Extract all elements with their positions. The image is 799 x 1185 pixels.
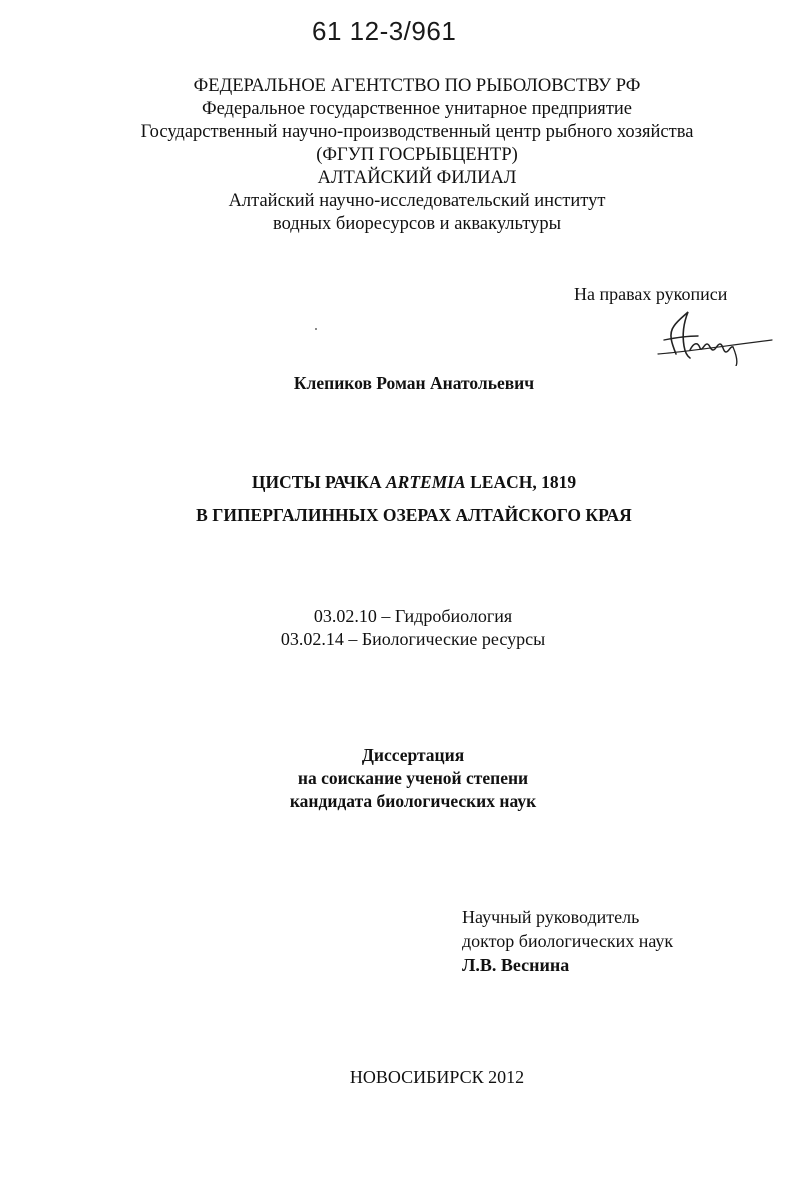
manuscript-rights-note: На правах рукописи [574, 284, 728, 304]
scan-speck [315, 328, 317, 330]
degree-line-3: кандидата биологических наук [289, 791, 537, 811]
degree-line-2: на соискание ученой степени [297, 768, 529, 788]
dissertation-title [0, 466, 799, 532]
supervisor-block [462, 905, 673, 977]
handwritten-signature [654, 306, 774, 366]
title-line-2: В ГИПЕРГАЛИННЫХ ОЗЕРАХ АЛТАЙСКОГО КРАЯ [196, 505, 632, 525]
city-year: НОВОСИБИРСК 2012 [349, 1067, 525, 1087]
branch-name: АЛТАЙСКИЙ ФИЛИАЛ [317, 168, 517, 188]
title-genus: ARTEMIA [385, 472, 466, 492]
center-name: Государственный научно-производственный центр рыбного хозяйства [140, 122, 694, 142]
institute-name-line2: водных биоресурсов и аквакультуры [272, 214, 562, 234]
archive-stamp-number: 61 12-3/961 [312, 16, 457, 46]
supervisor-name: Л.В. Веснина [462, 955, 570, 975]
institute-name-line1: Алтайский научно-исследовательский институт [228, 191, 606, 211]
enterprise-type: Федеральное государственное унитарное предприятие [201, 99, 633, 119]
specialty-hydrobiology: 03.02.10 – Гидробиология [313, 606, 513, 626]
title-line-1 [0, 466, 799, 499]
supervisor-degree: доктор биологических наук [462, 931, 674, 951]
agency-name: ФЕДЕРАЛЬНОЕ АГЕНТСТВО ПО РЫБОЛОВСТВУ РФ [193, 76, 641, 96]
supervisor-role: Научный руководитель [462, 907, 640, 927]
author-name: Клепиков Роман Анатольевич [293, 373, 535, 393]
specialty-codes [0, 605, 799, 651]
title-suffix: LEACH, 1819 [465, 472, 577, 492]
title-prefix: ЦИСТЫ РАЧКА [251, 472, 386, 492]
specialty-biological-resources: 03.02.14 – Биологические ресурсы [280, 629, 546, 649]
degree-line-1: Диссертация [361, 745, 465, 765]
organization-header [0, 75, 799, 236]
degree-statement [0, 744, 799, 813]
center-abbreviation: (ФГУП ГОСРЫБЦЕНТР) [316, 145, 518, 165]
